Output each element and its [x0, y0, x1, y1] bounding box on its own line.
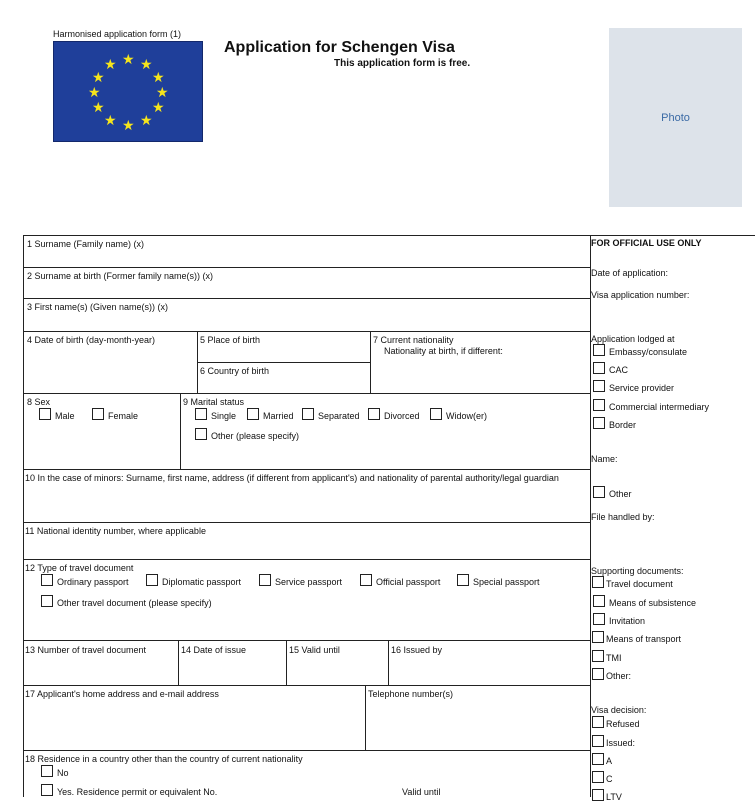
flag-star: ★: [104, 56, 117, 72]
supporting-docs-label: Supporting documents:: [591, 566, 684, 576]
field-13-label: 13 Number of travel document: [25, 645, 147, 655]
page-title: Application for Schengen Visa: [224, 39, 455, 56]
doc-diplomatic-label: Diplomatic passport: [162, 577, 242, 587]
marital-married-label: Married: [263, 411, 294, 421]
flag-star: ★: [152, 99, 165, 115]
residence-no-checkbox[interactable]: [41, 765, 53, 777]
transport-checkbox[interactable]: [592, 631, 604, 643]
sex-female-checkbox[interactable]: [92, 408, 104, 420]
visa-c-checkbox[interactable]: [592, 771, 604, 783]
row-divider: [23, 559, 591, 560]
photo-label: Photo: [661, 111, 690, 124]
marital-single-checkbox[interactable]: [195, 408, 207, 420]
refused-checkbox[interactable]: [592, 716, 604, 728]
marital-divorced-label: Divorced: [384, 411, 420, 421]
doc-ordinary-label: Ordinary passport: [57, 577, 129, 587]
border-checkbox[interactable]: [593, 417, 605, 429]
cell-divider: [180, 393, 181, 469]
field-10-label: 10 In the case of minors: Surname, first name, address (if different from applicant's) and nationality of parental authority/legal guardian: [25, 473, 559, 483]
cac-checkbox[interactable]: [593, 362, 605, 374]
other-docs-label: Other:: [606, 671, 632, 681]
doc-service-checkbox[interactable]: [259, 574, 271, 586]
page-subtitle: This application form is free.: [334, 58, 471, 69]
other-docs-checkbox[interactable]: [592, 668, 604, 680]
flag-star: ★: [92, 69, 105, 85]
marital-single-label: Single: [211, 411, 237, 421]
doc-other-label: Other travel document (please specify): [57, 598, 212, 608]
field-12-label: 12 Type of travel document: [25, 563, 134, 573]
marital-widow-checkbox[interactable]: [430, 408, 442, 420]
doc-other-checkbox[interactable]: [41, 595, 53, 607]
marital-widow-label: Widow(er): [446, 411, 488, 421]
flag-star: ★: [140, 112, 153, 128]
visa-a-checkbox[interactable]: [592, 753, 604, 765]
service-provider-checkbox[interactable]: [593, 380, 605, 392]
doc-official-checkbox[interactable]: [360, 574, 372, 586]
marital-other-checkbox[interactable]: [195, 428, 207, 440]
field-8-label: 8 Sex: [27, 397, 51, 407]
flag-star: ★: [122, 117, 135, 133]
field-17-label: 17 Applicant's home address and e-mail address: [25, 689, 219, 699]
sex-male-checkbox[interactable]: [39, 408, 51, 420]
visa-a-label: A: [606, 756, 613, 766]
marital-divorced-checkbox[interactable]: [368, 408, 380, 420]
doc-diplomatic-checkbox[interactable]: [146, 574, 158, 586]
doc-special-label: Special passport: [473, 577, 540, 587]
form-reference: Harmonised application form (1): [53, 29, 182, 39]
field-15-label: 15 Valid until: [289, 645, 340, 655]
field-1-label: 1 Surname (Family name) (x): [27, 239, 145, 249]
row-divider: [23, 393, 591, 394]
flag-star: ★: [122, 51, 135, 67]
other-lodged-checkbox[interactable]: [593, 486, 605, 498]
visa-c-label: C: [606, 774, 613, 784]
file-handled-label: File handled by:: [591, 512, 655, 522]
cac-label: CAC: [609, 365, 629, 375]
flag-star: ★: [152, 69, 165, 85]
row-divider: [23, 750, 591, 751]
visa-decision-label: Visa decision:: [591, 705, 647, 715]
transport-label: Means of transport: [606, 634, 682, 644]
telephone-label: Telephone number(s): [368, 689, 454, 699]
doc-official-label: Official passport: [376, 577, 441, 587]
name-label: Name:: [591, 454, 618, 464]
subsistence-checkbox[interactable]: [593, 595, 605, 607]
marital-separated-checkbox[interactable]: [302, 408, 314, 420]
flag-star: ★: [92, 99, 105, 115]
field-4-label: 4 Date of birth (day-month-year): [27, 335, 156, 345]
field-18-label: 18 Residence in a country other than the country of current nationality: [25, 754, 303, 764]
service-provider-label: Service provider: [609, 383, 675, 393]
sex-male-label: Male: [55, 411, 75, 421]
embassy-checkbox[interactable]: [593, 344, 605, 356]
residence-no-label: No: [57, 768, 69, 778]
travel-document-label: Travel document: [606, 579, 673, 589]
tmi-checkbox[interactable]: [592, 650, 604, 662]
tmi-label: TMI: [606, 653, 622, 663]
doc-special-checkbox[interactable]: [457, 574, 469, 586]
marital-separated-label: Separated: [318, 411, 360, 421]
flag-star: ★: [104, 112, 117, 128]
field-16-label: 16 Issued by: [391, 645, 443, 655]
field-7-sublabel: Nationality at birth, if different:: [384, 346, 503, 356]
lodged-at-label: Application lodged at: [591, 334, 675, 344]
field-2-label: 2 Surname at birth (Former family name(s)) (x): [27, 271, 214, 281]
date-of-application-label: Date of application:: [591, 268, 669, 278]
doc-service-label: Service passport: [275, 577, 343, 587]
official-use-heading: FOR OFFICIAL USE ONLY: [591, 238, 702, 248]
commercial-intermediary-label: Commercial intermediary: [609, 402, 710, 412]
invitation-label: Invitation: [609, 616, 646, 626]
photo-box[interactable]: [609, 28, 742, 207]
border-label: Border: [609, 420, 637, 430]
commercial-intermediary-checkbox[interactable]: [593, 399, 605, 411]
sex-female-label: Female: [108, 411, 139, 421]
residence-yes-label: Yes. Residence permit or equivalent No.: [57, 787, 218, 797]
field-5-label: 5 Place of birth: [200, 335, 261, 345]
flag-star: ★: [140, 56, 153, 72]
field-6-label: 6 Country of birth: [200, 366, 270, 376]
eu-flag: [53, 41, 203, 142]
flag-star: ★: [88, 84, 101, 100]
visa-ltv-label: LTV: [606, 792, 622, 802]
embassy-label: Embassy/consulate: [609, 347, 688, 357]
visa-ltv-checkbox[interactable]: [592, 789, 604, 801]
field-3-label: 3 First name(s) (Given name(s)) (x): [27, 302, 169, 312]
travel-document-checkbox[interactable]: [592, 576, 604, 588]
flag-star: ★: [156, 84, 169, 100]
subsistence-label: Means of subsistence: [609, 598, 697, 608]
marital-other-label: Other (please specify): [211, 431, 300, 441]
refused-label: Refused: [606, 719, 640, 729]
visa-number-label: Visa application number:: [591, 290, 690, 300]
invitation-checkbox[interactable]: [593, 613, 605, 625]
other-lodged-label: Other: [609, 489, 632, 499]
field-9-label: 9 Marital status: [183, 397, 245, 407]
marital-married-checkbox[interactable]: [247, 408, 259, 420]
issued-checkbox[interactable]: [592, 735, 604, 747]
issued-label: Issued:: [606, 738, 636, 748]
doc-ordinary-checkbox[interactable]: [41, 574, 53, 586]
field-7-label: 7 Current nationality: [373, 335, 454, 345]
residence-valid-until-label: Valid until: [402, 787, 441, 797]
field-11-label: 11 National identity number, where applicable: [25, 526, 206, 536]
field-14-label: 14 Date of issue: [181, 645, 247, 655]
residence-yes-checkbox[interactable]: [41, 784, 53, 796]
